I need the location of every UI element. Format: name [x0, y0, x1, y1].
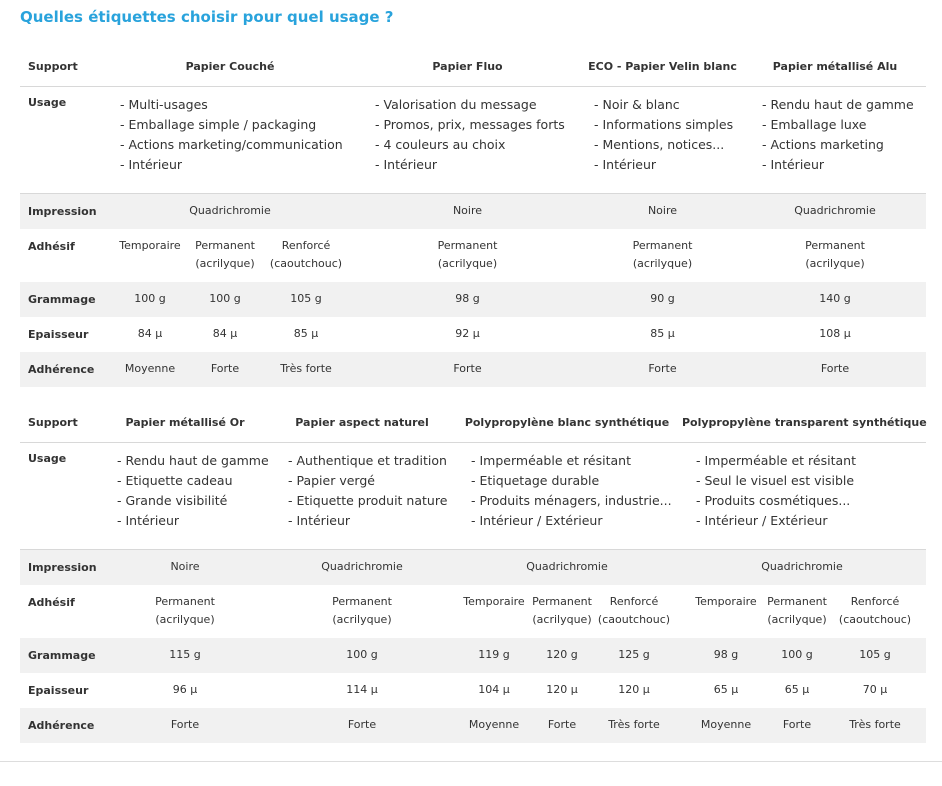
adherence-cell: Forte: [453, 362, 482, 375]
usage-item: - Produits cosmétiques...: [696, 493, 851, 508]
row-label-grammage: Grammage: [28, 293, 96, 306]
impression-cell: Quadrichromie: [761, 560, 843, 573]
adhesif-row: [20, 585, 926, 638]
impression-cell: Noire: [452, 204, 483, 217]
epaisseur-cell: 120 µ: [618, 683, 650, 696]
epaisseur-cell: 104 µ: [478, 683, 510, 696]
epaisseur-row: [20, 673, 926, 708]
adherence-cell: Forte: [782, 718, 812, 731]
adhesif-cell: Permanent (acrilyque): [195, 239, 255, 270]
row-label-adherence: Adhérence: [28, 719, 95, 732]
support-header: Papier métallisé Or: [125, 416, 245, 429]
impression-cell: Quadrichromie: [189, 204, 271, 217]
usage-list: [471, 451, 672, 531]
row-label-usage: Usage: [28, 96, 67, 109]
usage-item: - Intérieur: [288, 513, 351, 528]
grammage-cell: 100 g: [209, 292, 241, 305]
row-label-support: Support: [28, 416, 78, 429]
adherence-row: [20, 708, 926, 743]
usage-list: [120, 95, 343, 175]
page-title: Quelles étiquettes choisir pour quel usage ?: [20, 8, 394, 26]
epaisseur-cell: 65 µ: [784, 683, 810, 696]
support-header: Papier Fluo: [432, 60, 503, 73]
epaisseur-cell: 108 µ: [819, 327, 851, 340]
row-label-adhesif: Adhésif: [28, 596, 75, 609]
usage-item: - Rendu haut de gamme: [117, 453, 269, 468]
impression-cell: Quadrichromie: [321, 560, 403, 573]
usage-list: [696, 451, 856, 531]
adhesif-cell: Permanent (acrilyque): [155, 595, 215, 626]
adherence-cell: Moyenne: [124, 362, 176, 375]
usage-list: [288, 451, 447, 531]
epaisseur-cell: 70 µ: [862, 683, 888, 696]
epaisseur-cell: 85 µ: [293, 327, 319, 340]
row-label-epaisseur: Epaisseur: [28, 328, 89, 341]
usage-item: - Noir & blanc: [594, 97, 680, 112]
grammage-row: [20, 282, 926, 317]
grammage-cell: 100 g: [781, 648, 813, 661]
grammage-cell: 119 g: [478, 648, 510, 661]
epaisseur-cell: 96 µ: [172, 683, 198, 696]
adherence-cell: Forte: [347, 718, 377, 731]
grammage-row: [20, 638, 926, 673]
support-header: Papier Couché: [185, 60, 275, 73]
epaisseur-cell: 92 µ: [455, 327, 480, 340]
usage-item: - Informations simples: [594, 117, 734, 132]
adherence-cell: Forte: [170, 718, 200, 731]
usage-item: - Etiquette produit nature: [288, 493, 448, 508]
usage-list: [594, 95, 733, 175]
usage-item: - Rendu haut de gamme: [762, 97, 914, 112]
adhesif-cell: Permanent (acrilyque): [332, 595, 392, 626]
row-label-adhesif: Adhésif: [28, 240, 75, 253]
impression-cell: Noire: [170, 560, 200, 573]
support-row: [20, 405, 926, 443]
impression-cell: Quadrichromie: [794, 204, 876, 217]
adhesif-cell: Renforcé (caoutchouc): [597, 595, 671, 626]
adherence-cell: Très forte: [280, 362, 332, 375]
usage-item: - Valorisation du message: [375, 97, 537, 112]
usage-list: [375, 95, 565, 175]
epaisseur-cell: 114 µ: [346, 683, 378, 696]
usage-item: - Etiquetage durable: [471, 473, 600, 488]
row-label-support: Support: [28, 60, 78, 73]
impression-cell: Quadrichromie: [526, 560, 608, 573]
usage-item: - Emballage luxe: [762, 117, 867, 132]
epaisseur-cell: 85 µ: [650, 327, 675, 340]
grammage-cell: 100 g: [134, 292, 166, 305]
support-header: Polypropylène blanc synthétique: [464, 416, 670, 429]
grammage-cell: 125 g: [618, 648, 650, 661]
adherence-row: [20, 352, 926, 387]
usage-item: - Actions marketing: [762, 137, 884, 152]
grammage-cell: 105 g: [290, 292, 322, 305]
usage-item: - Emballage simple / packaging: [120, 117, 317, 132]
adhesif-cell: Temporaire: [695, 595, 757, 608]
adherence-cell: Forte: [547, 718, 577, 731]
epaisseur-row: [20, 317, 926, 352]
usage-item: - Intérieur: [117, 513, 180, 528]
usage-item: - 4 couleurs au choix: [375, 137, 506, 152]
grammage-cell: 98 g: [455, 292, 480, 305]
impression-cell: Noire: [647, 204, 678, 217]
usage-item: - Intérieur / Extérieur: [696, 513, 828, 528]
grammage-cell: 100 g: [346, 648, 378, 661]
usage-item: - Multi-usages: [120, 97, 208, 112]
adhesif-cell: Permanent (acrilyque): [437, 239, 498, 270]
usage-item: - Intérieur: [762, 157, 825, 172]
usage-item: - Grande visibilité: [117, 493, 228, 508]
support-row: [20, 49, 926, 87]
usage-item: - Papier vergé: [288, 473, 375, 488]
usage-row: [20, 87, 926, 194]
adhesif-cell: Permanent (acrilyque): [805, 239, 865, 270]
usage-item: - Promos, prix, messages forts: [375, 117, 565, 132]
grammage-cell: 90 g: [650, 292, 675, 305]
row-label-adherence: Adhérence: [28, 363, 95, 376]
usage-list: [117, 451, 269, 531]
support-header: Papier aspect naturel: [295, 416, 429, 429]
grammage-cell: 115 g: [169, 648, 201, 661]
usage-item: - Mentions, notices...: [594, 137, 725, 152]
grammage-cell: 105 g: [859, 648, 891, 661]
support-header: Polypropylène transparent synthétique: [682, 416, 927, 429]
adhesif-cell: Permanent (acrilyque): [767, 595, 827, 626]
footer-divider: [0, 761, 942, 762]
usage-item: - Intérieur / Extérieur: [471, 513, 603, 528]
usage-item: - Intérieur: [120, 157, 183, 172]
adhesif-cell: Temporaire: [119, 239, 181, 252]
adherence-cell: Forte: [210, 362, 240, 375]
grammage-cell: 120 g: [546, 648, 578, 661]
usage-item: - Etiquette cadeau: [117, 473, 233, 488]
row-label-impression: Impression: [28, 205, 97, 218]
row-label-grammage: Grammage: [28, 649, 96, 662]
usage-item: - Actions marketing/communication: [120, 137, 343, 152]
epaisseur-cell: 84 µ: [137, 327, 163, 340]
usage-item: - Intérieur: [594, 157, 657, 172]
usage-list: [762, 95, 914, 175]
usage-item: - Intérieur: [375, 157, 438, 172]
adhesif-cell: Permanent (acrilyque): [632, 239, 693, 270]
epaisseur-cell: 65 µ: [713, 683, 739, 696]
adherence-cell: Moyenne: [700, 718, 752, 731]
adhesif-cell: Renforcé (caoutchouc): [838, 595, 912, 626]
epaisseur-cell: 120 µ: [546, 683, 578, 696]
grammage-cell: 98 g: [713, 648, 739, 661]
row-label-usage: Usage: [28, 452, 67, 465]
support-header: Papier métallisé Alu: [772, 60, 898, 73]
adhesif-row: [20, 229, 926, 282]
usage-item: - Produits ménagers, industrie...: [471, 493, 672, 508]
adherence-cell: Très forte: [608, 718, 660, 731]
epaisseur-cell: 84 µ: [212, 327, 238, 340]
usage-item: - Authentique et tradition: [288, 453, 447, 468]
adherence-cell: Forte: [820, 362, 850, 375]
impression-row: [20, 194, 926, 229]
row-label-epaisseur: Epaisseur: [28, 684, 89, 697]
comparison-table-2: [20, 405, 926, 743]
usage-item: - Imperméable et résitant: [471, 453, 631, 468]
impression-row: [20, 550, 926, 585]
adherence-cell: Forte: [648, 362, 677, 375]
adherence-cell: Moyenne: [468, 718, 520, 731]
usage-row: [20, 443, 926, 550]
support-header: ECO - Papier Velin blanc: [588, 60, 737, 73]
adhesif-cell: Temporaire: [463, 595, 525, 608]
usage-item: - Seul le visuel est visible: [696, 473, 855, 488]
adhesif-cell: Permanent (acrilyque): [532, 595, 592, 626]
adhesif-cell: Renforcé (caoutchouc): [269, 239, 343, 270]
usage-item: - Imperméable et résitant: [696, 453, 856, 468]
grammage-cell: 140 g: [819, 292, 851, 305]
row-label-impression: Impression: [28, 561, 97, 574]
comparison-table-1: [20, 49, 926, 387]
adherence-cell: Très forte: [849, 718, 901, 731]
